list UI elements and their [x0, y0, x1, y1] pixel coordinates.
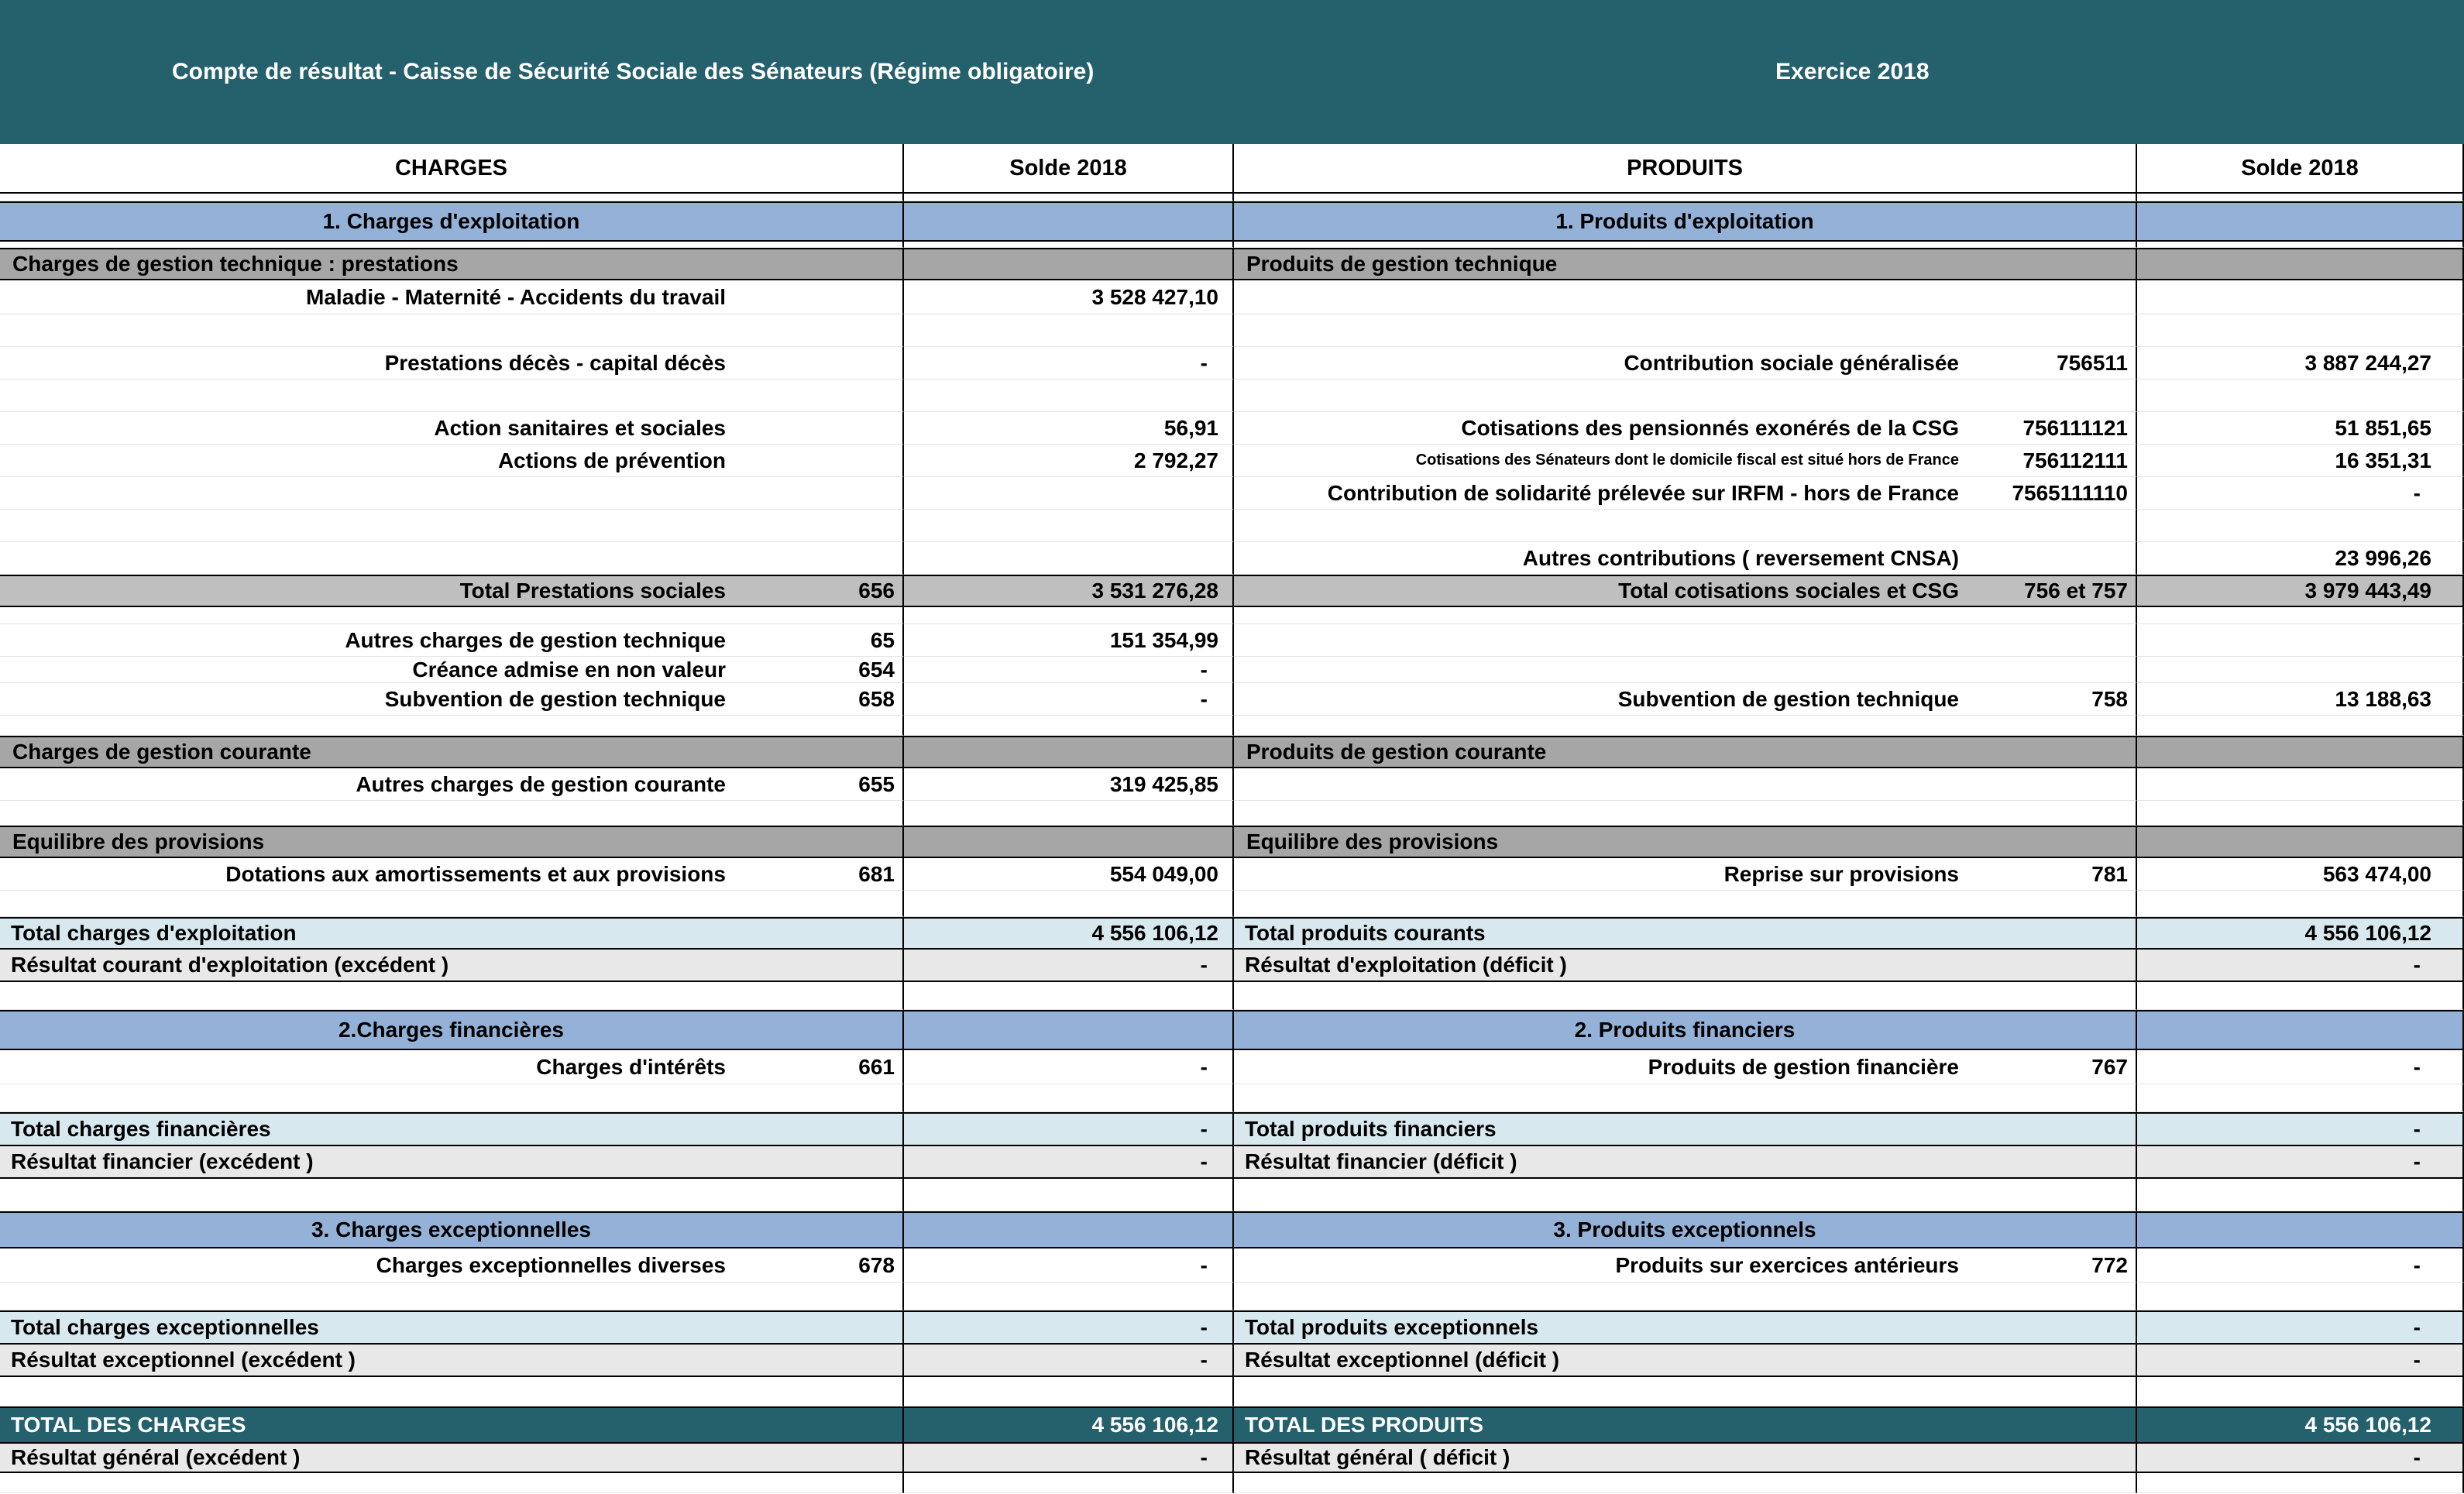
- charges-value: 319 425,85: [904, 768, 1234, 801]
- produits-value: -: [2137, 1248, 2464, 1283]
- produits-label: Subvention de gestion technique: [1617, 686, 1959, 711]
- produits-label-cell: [1234, 412, 2137, 445]
- charges-section-header: 3. Charges exceptionnelles: [311, 1218, 592, 1242]
- charges-total-label: Résultat courant d'exploitation (excédent ): [11, 953, 449, 977]
- charges-label-cell: [0, 347, 904, 380]
- produits-value: [2137, 314, 2464, 347]
- charges-column-header: CHARGES: [0, 144, 904, 194]
- produits-label-cell: [1234, 510, 2137, 542]
- produits-value: 3 887 244,27: [2137, 347, 2464, 380]
- produits-label-cell: [1234, 477, 2137, 510]
- charges-label-cell: [0, 1377, 904, 1406]
- produits-label: Autres contributions ( reversement CNSA): [1522, 545, 1959, 570]
- produits-value: -: [2137, 1310, 2464, 1345]
- table-row: [0, 1112, 2464, 1146]
- charges-value: [904, 1473, 1234, 1493]
- table-row: [0, 607, 2464, 624]
- produits-value: [2137, 826, 2464, 858]
- table-row: [0, 510, 2464, 542]
- produits-account-code: 758: [2091, 686, 2128, 711]
- charges-account-code: 655: [858, 771, 895, 796]
- produits-value: [2137, 607, 2464, 624]
- charges-label: Actions de prévention: [497, 448, 726, 472]
- produits-value: [2137, 1377, 2464, 1406]
- table-row: [0, 201, 2464, 242]
- charges-value: [904, 477, 1234, 510]
- produits-value: -: [2137, 1050, 2464, 1084]
- produits-value: 563 474,00: [2137, 858, 2464, 891]
- produits-value: [2137, 280, 2464, 314]
- charges-value: [904, 1283, 1234, 1310]
- charges-label-cell: [0, 477, 904, 510]
- produits-label: Reprise sur provisions: [1723, 861, 1959, 886]
- charges-section-header: Charges de gestion technique : prestations: [12, 252, 459, 276]
- charges-label-cell: [0, 826, 904, 858]
- table-row: [0, 347, 2464, 380]
- charges-section-header: Equilibre des provisions: [12, 829, 265, 853]
- charges-value: -: [904, 1050, 1234, 1084]
- charges-label-cell: [0, 242, 904, 248]
- charges-value: -: [904, 683, 1234, 716]
- charges-value: 4 556 106,12: [904, 1406, 1234, 1444]
- produits-label-cell: [1234, 542, 2137, 575]
- produits-value: [2137, 768, 2464, 801]
- charges-total-label: Résultat financier (excédent ): [11, 1149, 314, 1173]
- table-row: [0, 542, 2464, 575]
- charges-value: 3 531 276,28: [904, 575, 1234, 607]
- charges-label-cell: [0, 1473, 904, 1493]
- table-row: [0, 736, 2464, 768]
- produits-section-header: 3. Produits exceptionnels: [1553, 1218, 1816, 1242]
- produits-total-label: Résultat exceptionnel (déficit ): [1245, 1348, 1560, 1372]
- produits-label: Contribution de solidarité prélevée sur IRFM - hors de France: [1327, 480, 1959, 505]
- produits-label-cell: [1234, 917, 2137, 950]
- produits-label-cell: [1234, 1050, 2137, 1084]
- charges-value: 151 354,99: [904, 624, 1234, 657]
- charges-value: [904, 982, 1234, 1010]
- charges-total-label: Résultat général (excédent ): [11, 1445, 301, 1469]
- produits-label-cell: [1234, 445, 2137, 477]
- produits-value: [2137, 1211, 2464, 1248]
- charges-value: -: [904, 1112, 1234, 1146]
- charges-label-cell: [0, 248, 904, 280]
- produits-section-header: Produits de gestion courante: [1246, 740, 1547, 764]
- table-row: [0, 1050, 2464, 1084]
- produits-section-header: 1. Produits d'exploitation: [1555, 209, 1814, 233]
- produits-value: [2137, 736, 2464, 768]
- produits-label-cell: [1234, 1179, 2137, 1211]
- produits-label-cell: [1234, 201, 2137, 242]
- produits-value: [2137, 657, 2464, 683]
- produits-value: 4 556 106,12: [2137, 917, 2464, 950]
- charges-label-cell: [0, 542, 904, 575]
- charges-label-cell: [0, 683, 904, 716]
- table-row: [0, 1310, 2464, 1345]
- charges-value: -: [904, 1444, 1234, 1473]
- charges-value: -: [904, 1248, 1234, 1283]
- produits-label-cell: [1234, 1473, 2137, 1493]
- charges-label: Charges exceptionnelles diverses: [376, 1252, 726, 1277]
- charges-value: 56,91: [904, 412, 1234, 445]
- produits-label-cell: [1234, 716, 2137, 736]
- charges-label: Créance admise en non valeur: [412, 657, 726, 682]
- table-row: [0, 801, 2464, 826]
- table-body: [0, 194, 2464, 1493]
- charges-value: [904, 194, 1234, 201]
- produits-label-cell: [1234, 1112, 2137, 1146]
- produits-value: [2137, 1473, 2464, 1493]
- produits-account-code: 772: [2091, 1252, 2128, 1277]
- table-row: [0, 1084, 2464, 1112]
- table-row: [0, 1248, 2464, 1283]
- table-row: [0, 950, 2464, 982]
- table-row: [0, 917, 2464, 950]
- produits-label: Cotisations des pensionnés exonérés de la CSG: [1461, 415, 1959, 440]
- exercise-year: Exercice 2018: [1775, 59, 1930, 84]
- charges-value: -: [904, 950, 1234, 982]
- charges-label-cell: [0, 1146, 904, 1179]
- charges-account-code: 658: [858, 686, 895, 711]
- charges-value: [904, 1084, 1234, 1112]
- table-row: [0, 380, 2464, 412]
- charges-value: [904, 380, 1234, 412]
- produits-label-cell: [1234, 1444, 2137, 1473]
- table-row: [0, 683, 2464, 716]
- produits-label-cell: [1234, 950, 2137, 982]
- charges-label: Total Prestations sociales: [459, 579, 726, 603]
- title-band: [0, 0, 2464, 144]
- produits-value: -: [2137, 1146, 2464, 1179]
- produits-label-cell: [1234, 657, 2137, 683]
- table-row: [0, 1377, 2464, 1406]
- charges-total-label: Total charges financières: [11, 1117, 271, 1141]
- charges-label-cell: [0, 1084, 904, 1112]
- charges-value: [904, 607, 1234, 624]
- charges-account-code: 681: [858, 861, 895, 886]
- produits-value: -: [2137, 1112, 2464, 1146]
- charges-value: -: [904, 1310, 1234, 1345]
- table-row: [0, 575, 2464, 607]
- produits-label-cell: [1234, 1248, 2137, 1283]
- produits-value: [2137, 1084, 2464, 1112]
- produits-label-cell: [1234, 801, 2137, 826]
- charges-label-cell: [0, 575, 904, 607]
- produits-account-code: 7565111110: [2012, 480, 2128, 505]
- table-row: [0, 1283, 2464, 1310]
- charges-label: Dotations aux amortissements et aux provisions: [225, 861, 726, 886]
- charges-section-header: 1. Charges d'exploitation: [322, 209, 580, 233]
- produits-account-code: 756112111: [2022, 448, 2128, 472]
- charges-value: -: [904, 657, 1234, 683]
- produits-value: 51 851,65: [2137, 412, 2464, 445]
- produits-total-label: Résultat financier (déficit ): [1245, 1149, 1517, 1173]
- charges-value: [904, 248, 1234, 280]
- table-row: [0, 248, 2464, 280]
- produits-value: 3 979 443,49: [2137, 575, 2464, 607]
- charges-label-cell: [0, 1345, 904, 1377]
- charges-label: Maladie - Maternité - Accidents du travail: [306, 284, 726, 309]
- produits-value: [2137, 248, 2464, 280]
- charges-solde-column-header: Solde 2018: [904, 144, 1234, 194]
- table-row: [0, 1179, 2464, 1211]
- produits-value: -: [2137, 950, 2464, 982]
- produits-section-header: Produits de gestion technique: [1246, 252, 1558, 276]
- charges-label-cell: [0, 917, 904, 950]
- produits-value: [2137, 891, 2464, 917]
- produits-label-cell: [1234, 280, 2137, 314]
- table-row: [0, 1444, 2464, 1473]
- charges-label-cell: [0, 412, 904, 445]
- charges-account-code: 656: [858, 579, 895, 603]
- produits-total-label: Total produits exceptionnels: [1245, 1315, 1539, 1339]
- table-row: [0, 826, 2464, 858]
- produits-value: 4 556 106,12: [2137, 1406, 2464, 1444]
- produits-value: [2137, 510, 2464, 542]
- produits-value: [2137, 1283, 2464, 1310]
- charges-label-cell: [0, 194, 904, 201]
- charges-value: [904, 242, 1234, 248]
- charges-label: Action sanitaires et sociales: [434, 415, 726, 440]
- charges-value: -: [904, 1146, 1234, 1179]
- table-row: [0, 657, 2464, 683]
- produits-label-cell: [1234, 826, 2137, 858]
- charges-account-code: 661: [858, 1054, 895, 1079]
- table-row: [0, 858, 2464, 891]
- charges-label-cell: [0, 314, 904, 347]
- produits-label-cell: [1234, 1345, 2137, 1377]
- column-header-row: [0, 144, 2464, 194]
- produits-label-cell: [1234, 347, 2137, 380]
- charges-value: [904, 1010, 1234, 1050]
- charges-label-cell: [0, 380, 904, 412]
- charges-value: [904, 1211, 1234, 1248]
- table-row: [0, 280, 2464, 314]
- produits-account-code: 781: [2091, 861, 2128, 886]
- produits-value: [2137, 624, 2464, 657]
- charges-label-cell: [0, 1050, 904, 1084]
- produits-label-cell: [1234, 683, 2137, 716]
- produits-label-cell: [1234, 194, 2137, 201]
- charges-label: Charges d'intérêts: [536, 1054, 726, 1079]
- produits-section-header: 2. Produits financiers: [1574, 1018, 1796, 1042]
- charges-account-code: 678: [858, 1252, 895, 1277]
- table-row: [0, 1406, 2464, 1444]
- produits-total-label: Résultat général ( déficit ): [1245, 1445, 1510, 1469]
- produits-label-cell: [1234, 1377, 2137, 1406]
- produits-label-cell: [1234, 736, 2137, 768]
- produits-account-code: 767: [2091, 1054, 2128, 1079]
- charges-value: [904, 736, 1234, 768]
- charges-label-cell: [0, 607, 904, 624]
- charges-total-label: Résultat exceptionnel (excédent ): [11, 1348, 356, 1372]
- produits-label-cell: [1234, 1084, 2137, 1112]
- produits-value: [2137, 982, 2464, 1010]
- charges-account-code: 65: [870, 627, 895, 652]
- charges-value: -: [904, 347, 1234, 380]
- produits-value: 23 996,26: [2137, 542, 2464, 575]
- produits-label-cell: [1234, 1211, 2137, 1248]
- document-title: Compte de résultat - Caisse de Sécurité Sociale des Sénateurs (Régime obligatoire): [172, 59, 1095, 84]
- charges-value: [904, 826, 1234, 858]
- produits-value: [2137, 194, 2464, 201]
- table-row: [0, 194, 2464, 201]
- charges-label-cell: [0, 1010, 904, 1050]
- charges-label-cell: [0, 1211, 904, 1248]
- charges-value: [904, 801, 1234, 826]
- charges-label-cell: [0, 1310, 904, 1345]
- charges-label-cell: [0, 1283, 904, 1310]
- charges-value: [904, 1377, 1234, 1406]
- charges-label-cell: [0, 1248, 904, 1283]
- charges-label-cell: [0, 657, 904, 683]
- produits-label-cell: [1234, 768, 2137, 801]
- produits-label-cell: [1234, 248, 2137, 280]
- produits-account-code: 756111121: [2022, 415, 2128, 440]
- table-row: [0, 768, 2464, 801]
- charges-value: [904, 1179, 1234, 1211]
- charges-label-cell: [0, 445, 904, 477]
- produits-label-cell: [1234, 1283, 2137, 1310]
- charges-section-header: 2.Charges financières: [338, 1018, 565, 1042]
- charges-value: 554 049,00: [904, 858, 1234, 891]
- produits-label: Cotisations des Sénateurs dont le domicile fiscal est situé hors de France: [1415, 452, 1959, 469]
- produits-value: -: [2137, 477, 2464, 510]
- charges-label-cell: [0, 510, 904, 542]
- charges-value: [904, 201, 1234, 242]
- charges-label: Autres charges de gestion technique: [345, 627, 726, 652]
- charges-label: Prestations décès - capital décès: [384, 350, 726, 375]
- produits-total-label: TOTAL DES PRODUITS: [1245, 1413, 1484, 1437]
- produits-value: [2137, 1010, 2464, 1050]
- produits-label-cell: [1234, 858, 2137, 891]
- produits-value: -: [2137, 1444, 2464, 1473]
- charges-label-cell: [0, 201, 904, 242]
- charges-label-cell: [0, 1112, 904, 1146]
- produits-value: [2137, 1179, 2464, 1211]
- charges-label-cell: [0, 858, 904, 891]
- charges-label-cell: [0, 280, 904, 314]
- charges-label-cell: [0, 624, 904, 657]
- produits-value: [2137, 801, 2464, 826]
- produits-label-cell: [1234, 891, 2137, 917]
- produits-total-label: Résultat d'exploitation (déficit ): [1245, 953, 1567, 977]
- charges-label-cell: [0, 950, 904, 982]
- produits-label-cell: [1234, 607, 2137, 624]
- produits-value: [2137, 242, 2464, 248]
- charges-label: Autres charges de gestion courante: [356, 771, 726, 796]
- produits-label-cell: [1234, 1310, 2137, 1345]
- produits-label: Produits sur exercices antérieurs: [1615, 1252, 1959, 1277]
- produits-total-label: Total produits courants: [1245, 921, 1486, 945]
- charges-section-header: Charges de gestion courante: [12, 740, 311, 764]
- produits-account-code: 756511: [2057, 350, 2128, 375]
- produits-label-cell: [1234, 1010, 2137, 1050]
- charges-label-cell: [0, 736, 904, 768]
- charges-total-label: TOTAL DES CHARGES: [11, 1413, 246, 1437]
- charges-value: [904, 716, 1234, 736]
- charges-value: -: [904, 1345, 1234, 1377]
- charges-value: 2 792,27: [904, 445, 1234, 477]
- charges-label-cell: [0, 716, 904, 736]
- produits-value: [2137, 716, 2464, 736]
- charges-label: Subvention de gestion technique: [384, 686, 726, 711]
- produits-section-header: Equilibre des provisions: [1246, 829, 1499, 853]
- table-row: [0, 982, 2464, 1010]
- charges-total-label: Total charges exceptionnelles: [11, 1315, 319, 1339]
- table-row: [0, 716, 2464, 736]
- produits-label-cell: [1234, 575, 2137, 607]
- charges-label-cell: [0, 1179, 904, 1211]
- charges-label-cell: [0, 982, 904, 1010]
- charges-label-cell: [0, 1444, 904, 1473]
- charges-label-cell: [0, 768, 904, 801]
- produits-value: 13 188,63: [2137, 683, 2464, 716]
- produits-label-cell: [1234, 624, 2137, 657]
- produits-total-label: Total produits financiers: [1245, 1117, 1497, 1141]
- table-row: [0, 445, 2464, 477]
- charges-label-cell: [0, 891, 904, 917]
- charges-value: [904, 314, 1234, 347]
- produits-label-cell: [1234, 982, 2137, 1010]
- produits-value: [2137, 201, 2464, 242]
- charges-value: [904, 891, 1234, 917]
- table-row: [0, 477, 2464, 510]
- charges-total-label: Total charges d'exploitation: [11, 921, 297, 945]
- table-row: [0, 1010, 2464, 1050]
- produits-label: Total cotisations sociales et CSG: [1618, 579, 1959, 603]
- charges-value: [904, 542, 1234, 575]
- table-row: [0, 1473, 2464, 1493]
- charges-value: 4 556 106,12: [904, 917, 1234, 950]
- produits-solde-column-header: Solde 2018: [2137, 144, 2464, 194]
- table-row: [0, 1146, 2464, 1179]
- produits-label-cell: [1234, 1406, 2137, 1444]
- produits-label-cell: [1234, 242, 2137, 248]
- produits-label: Produits de gestion financière: [1648, 1054, 1959, 1079]
- produits-label-cell: [1234, 1146, 2137, 1179]
- produits-label-cell: [1234, 314, 2137, 347]
- table-row: [0, 1211, 2464, 1248]
- table-row: [0, 412, 2464, 445]
- produits-account-code: 756 et 757: [2024, 579, 2128, 603]
- produits-label: Contribution sociale généralisée: [1624, 350, 1959, 375]
- produits-value: [2137, 380, 2464, 412]
- table-row: [0, 242, 2464, 248]
- produits-value: -: [2137, 1345, 2464, 1377]
- charges-value: [904, 510, 1234, 542]
- table-row: [0, 891, 2464, 917]
- table-row: [0, 624, 2464, 657]
- table-row: [0, 314, 2464, 347]
- produits-column-header: PRODUITS: [1234, 144, 2137, 194]
- charges-label-cell: [0, 1406, 904, 1444]
- table-row: [0, 1345, 2464, 1377]
- produits-value: 16 351,31: [2137, 445, 2464, 477]
- charges-label-cell: [0, 801, 904, 826]
- charges-value: 3 528 427,10: [904, 280, 1234, 314]
- charges-account-code: 654: [858, 657, 895, 682]
- produits-label-cell: [1234, 380, 2137, 412]
